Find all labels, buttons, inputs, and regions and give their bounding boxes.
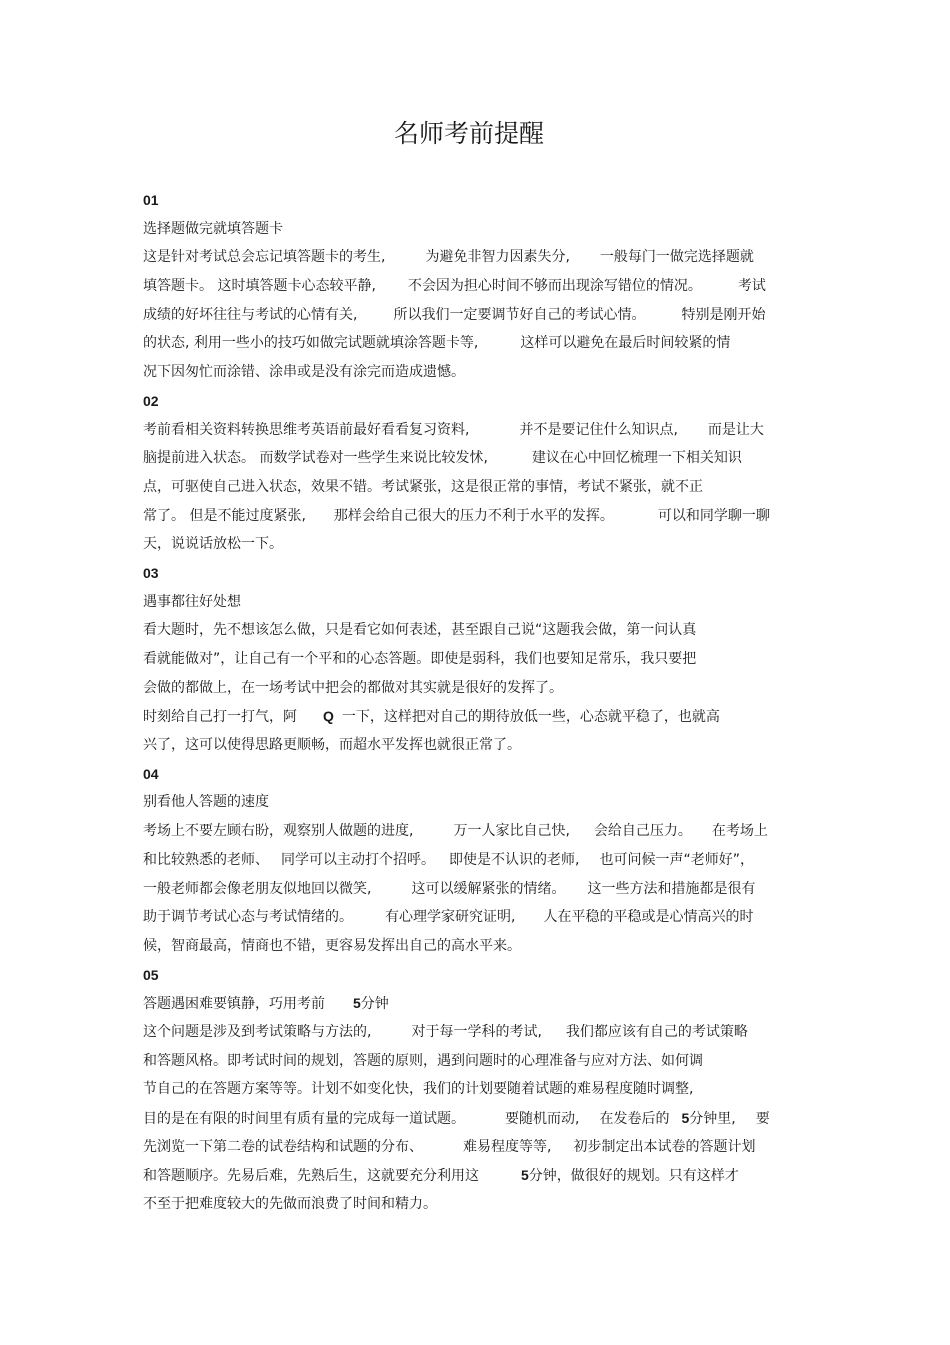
section-heading	[143, 989, 823, 1018]
text-run: 和答题风格。即考试时间的规划，答题的原则，遇到问题时的心理准备与应对方法、如何调	[143, 1052, 703, 1069]
section-number: 04	[143, 765, 159, 782]
text-run: Q	[323, 708, 334, 725]
paragraph-line	[143, 674, 823, 703]
text-run: 考试	[737, 278, 766, 295]
document-body	[143, 186, 823, 1219]
text-run: 助于调节考试心态与考试情绪的。	[143, 909, 353, 926]
text-run: 目的是在有限的时间里有质有量的完成每一道试题。	[143, 1111, 465, 1127]
text-run: 这个问题是涉及到考试策略与方法的,	[143, 1023, 372, 1040]
paragraph-line	[143, 875, 823, 904]
text-run: 为避免非智力因素失分,	[425, 249, 570, 266]
paragraph-line	[143, 358, 823, 387]
paragraph-line	[143, 272, 823, 301]
text-run: 考前看相关资料转换思维考英语前最好看看复习资料,	[143, 421, 470, 438]
text-run: 建议在心中回忆梳理一下相关知识	[531, 450, 742, 467]
paragraph-line	[143, 329, 823, 358]
paragraph-line	[143, 731, 823, 760]
text-run: 我们都应该有自己的考试策略	[565, 1023, 748, 1040]
text-run: 考场上不要左顾右盼，观察别人做题的进度,	[143, 823, 414, 840]
text-run: 分钟里,	[689, 1111, 736, 1127]
text-run: 填答题卡。 这时填答题卡心态较平静,	[143, 278, 376, 295]
text-run: 这是针对考试总会忘记填答题卡的考生,	[143, 249, 386, 266]
text-run: 难易程度等等,	[463, 1138, 552, 1155]
text-run: 即使是不认识的老师,	[449, 851, 580, 868]
text-run: 初步制定出本试卷的答题计划	[573, 1138, 756, 1155]
paragraph-line	[143, 1018, 823, 1047]
text-run: 不至于把难度较大的先做而浪费了时间和精力。	[143, 1196, 437, 1213]
text-run: 成绩的好坏往往与考试的心情有关,	[143, 306, 358, 323]
text-run: 别看他人答题的速度	[143, 794, 269, 811]
text-run: 天，说说话放松一下。	[143, 536, 283, 553]
text-run: 万一人家比自己快,	[453, 823, 570, 840]
text-run: 点，可驱使自己进入状态，效果不错。考试紧张，这是很正常的事情，考试不紧张，就不正	[143, 478, 703, 495]
text-run: 会给自己压力。	[593, 823, 692, 840]
paragraph-line	[143, 903, 823, 932]
section-number-04	[143, 760, 823, 789]
paragraph-line	[143, 702, 823, 731]
text-run: 有心理学家研究证明,	[385, 909, 516, 926]
text-run: 要	[755, 1111, 770, 1127]
paragraph-line	[143, 1104, 823, 1133]
paragraph-line	[143, 502, 823, 531]
section-number-05	[143, 961, 823, 990]
paragraph-line	[143, 243, 823, 272]
section-number-03	[143, 559, 823, 588]
paragraph-line	[143, 1075, 823, 1104]
text-run: 这可以缓解紧张的情绪。	[411, 880, 566, 897]
text-run: 选择题做完就填答题卡	[143, 220, 283, 237]
text-run: 兴了，这可以使得思路更顺畅，而超水平发挥也就很正常了。	[143, 737, 521, 754]
text-run: 和比较熟悉的老师、	[143, 851, 269, 868]
text-run: 遇事都往好处想	[143, 593, 241, 610]
paragraph-line	[143, 1047, 823, 1076]
text-run: 特别是刚开始	[681, 306, 766, 323]
text-run: 一般每门一做完选择题就	[599, 249, 754, 266]
text-run: 5	[681, 1110, 690, 1126]
text-run: 和答题顺序。先易后难，先熟后生，这就要充分利用这	[143, 1168, 479, 1185]
section-number-01	[143, 186, 823, 215]
section-number: 03	[143, 564, 159, 581]
paragraph-line	[143, 473, 823, 502]
text-run: 5	[353, 995, 361, 1012]
text-run: 会做的都做上，在一场考试中把会的都做对其实就是很好的发挥了。	[143, 679, 563, 696]
text-run: 同学可以主动打个招呼。	[281, 851, 435, 868]
text-run: 脑提前进入状态。 而数学试卷对一些学生来说比较发怵,	[143, 450, 488, 467]
paragraph-line	[143, 645, 823, 674]
text-run: 节自己的在答题方案等等。计划不如变化快，我们的计划要随着试题的难易程度随时调整,	[143, 1081, 694, 1098]
paragraph-line	[143, 932, 823, 961]
text-run: 在发卷后的	[599, 1111, 670, 1127]
paragraph-line	[143, 416, 823, 445]
paragraph-line	[143, 817, 823, 846]
page-title: 名师考前提醒	[393, 119, 544, 148]
paragraph-line	[143, 444, 823, 473]
text-run: 要随机而动,	[505, 1111, 580, 1127]
section-heading	[143, 215, 823, 244]
text-run: 所以我们一定要调节好自己的考试心情。	[393, 306, 646, 323]
text-run: 对于每一学科的考试,	[411, 1023, 542, 1040]
text-run: 的状态, 利用一些小的技巧如做完试题就填涂答题卡等,	[143, 335, 479, 352]
text-run: 先浏览一下第二卷的试卷结构和试题的分布、	[143, 1138, 423, 1155]
text-run: 候，智商最高，情商也不错，更容易发挥出自己的高水平来。	[143, 937, 521, 954]
paragraph-line	[143, 1133, 823, 1162]
section-heading	[143, 788, 823, 817]
text-run: 时刻给自己打一打气，阿	[143, 709, 297, 726]
text-run: 5	[521, 1167, 529, 1184]
section-number: 05	[143, 966, 159, 983]
paragraph-line	[143, 530, 823, 559]
text-run: 一下，这样把对自己的期待放低一些，心态就平稳了，也就高	[341, 709, 720, 726]
text-run: 这一些方法和措施都是很有	[587, 880, 756, 897]
paragraph-line	[143, 616, 823, 645]
text-run: 可以和同学聊一聊	[657, 507, 770, 524]
paragraph-line	[143, 301, 823, 330]
text-run: 人在平稳的平稳或是心情高兴的时	[543, 909, 754, 926]
text-run: 不会因为担心时间不够而出现涂写错位的情况。	[407, 278, 702, 295]
text-run: 分钟，做很好的规划。只有这样才	[528, 1168, 739, 1185]
text-run: 况下因匆忙而涂错、涂串或是没有涂完而造成遗憾。	[143, 364, 465, 381]
text-run: 那样会给自己很大的压力不利于水平的发挥。	[333, 507, 614, 524]
paragraph-line	[143, 1190, 823, 1219]
text-run: 在考场上	[711, 823, 768, 840]
section-number: 01	[143, 192, 159, 208]
text-run: 答题遇困难要镇静，巧用考前	[143, 996, 325, 1013]
text-run: 看就能做对”，让自己有一个平和的心态答题。即使是弱科，我们也要知足常乐，我只要把	[143, 651, 697, 667]
text-run: 看大题时，先不想该怎么做，只是看它如何表述，甚至跟自己说“这题我会做，第一问认真	[143, 622, 697, 639]
text-run: 分钟	[360, 996, 389, 1013]
text-run: 也可问候一声“老师好”，	[599, 851, 754, 868]
text-run: 一般老师都会像老朋友似地回以微笑,	[143, 880, 372, 897]
paragraph-line	[143, 846, 823, 875]
text-run: 并不是要记住什么知识点,	[519, 421, 678, 438]
section-number-02	[143, 387, 823, 416]
paragraph-line	[143, 1161, 823, 1190]
text-run: 常了。 但是不能过度紧张,	[143, 507, 306, 524]
text-run: 这样可以避免在最后时间较紧的情	[520, 335, 731, 352]
section-number: 02	[143, 392, 159, 409]
text-run: 而是让大	[707, 421, 764, 438]
section-heading	[143, 588, 823, 617]
